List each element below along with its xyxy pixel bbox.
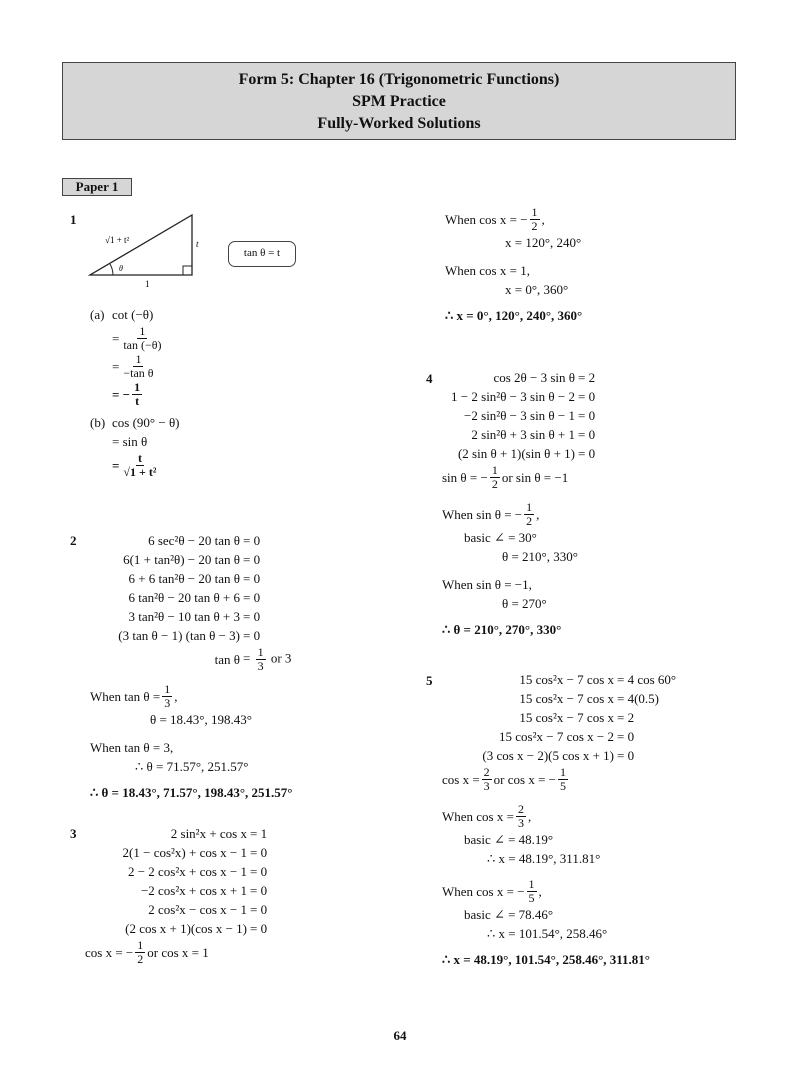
solution-line (90, 381, 180, 408)
q5-solution (442, 670, 676, 970)
math-text: = sin θ (112, 434, 148, 449)
math-text: = 0 (250, 864, 268, 879)
math-text: (3 tan θ − 1) (tan θ − 3) (118, 628, 240, 643)
math-text: 6(1 + tan²θ) − 20 tan θ (123, 552, 240, 567)
equation-lhs (90, 533, 240, 549)
fraction (530, 206, 540, 233)
title-line-3: Fully-Worked Solutions (317, 115, 481, 132)
solution-line (442, 690, 676, 708)
solution-line (442, 464, 595, 491)
solution-line (445, 234, 582, 252)
given-box: tan θ = t (228, 241, 296, 267)
angle-label: θ (119, 264, 123, 273)
math-text: = 0 (578, 446, 596, 461)
numerator: 1 (491, 463, 498, 477)
equation-rhs (575, 370, 595, 386)
math-text: basic ∠ = 78.46° (464, 907, 554, 922)
solution-line (442, 576, 595, 594)
math-text: x = 120°, 240° (505, 235, 582, 250)
equation-lhs (90, 571, 240, 587)
math-text: = 0 (578, 408, 596, 423)
equation-lhs (442, 446, 575, 462)
numerator: 1 (134, 380, 141, 394)
question-number-1: 1 (70, 212, 77, 227)
fraction (558, 766, 568, 793)
math-text: = 0 (250, 883, 268, 898)
math-text: 6 sec²θ − 20 tan θ (148, 533, 240, 548)
solution-line (90, 711, 293, 729)
denominator: 3 (483, 779, 490, 793)
math-text: tan θ (214, 651, 240, 667)
part-label: (b) (90, 415, 106, 430)
math-text: = (243, 650, 254, 666)
math-text: = 0 (617, 748, 635, 763)
math-text: (2 sin θ + 1)(sin θ + 1) (457, 446, 575, 461)
equation-rhs (575, 446, 595, 462)
equation-rhs (247, 864, 267, 880)
math-text: = 0 (243, 571, 261, 586)
numerator: 1 (526, 500, 533, 514)
solution-line (90, 306, 180, 324)
equation-lhs (85, 864, 247, 880)
equation-rhs (614, 691, 659, 707)
equation-lhs (85, 845, 247, 861)
math-text: ∴ θ = 210°, 270°, 330° (442, 622, 562, 637)
equation-rhs (240, 646, 291, 673)
fraction (524, 501, 534, 528)
math-text: = 0 (250, 921, 268, 936)
math-text: (2 cos x + 1)(cos x − 1) (125, 921, 247, 936)
fraction (121, 353, 155, 380)
solution-line (90, 608, 293, 626)
solution-line (442, 766, 676, 793)
denominator: 3 (257, 659, 264, 673)
hypotenuse-label: √1 + t² (105, 235, 130, 245)
equation-lhs (90, 652, 240, 668)
solution-line (442, 595, 595, 613)
math-text: = 0 (578, 427, 596, 442)
denominator: −tan θ (123, 366, 154, 380)
math-text: 15 cos²x − 7 cos x (519, 691, 614, 706)
solution-line (85, 825, 267, 843)
numerator: t (137, 451, 142, 465)
equation-lhs (90, 609, 240, 625)
equation-lhs (442, 370, 575, 386)
equation-lhs (442, 408, 575, 424)
equation-rhs (575, 408, 595, 424)
right-triangle-diagram (85, 205, 215, 290)
math-text: = 1 (250, 826, 268, 841)
solution-line (442, 925, 676, 943)
math-text: 15 cos²x − 7 cos x − 2 (499, 729, 614, 744)
math-text: x = 0°, 360° (505, 282, 569, 297)
title-line-2: SPM Practice (352, 93, 446, 110)
equation-rhs (614, 748, 634, 764)
solution-line (442, 548, 595, 566)
denominator: 2 (491, 477, 498, 491)
equation-rhs (240, 533, 260, 549)
equation-lhs (85, 921, 247, 937)
math-text: ∴ x = 48.19°, 311.81° (487, 851, 601, 866)
math-text: cos (90° − θ) (112, 415, 180, 430)
solution-line (442, 445, 595, 463)
solution-line (85, 901, 267, 919)
math-text: When tan θ = 3, (90, 740, 174, 755)
solution-line (445, 281, 582, 299)
q3-solution-part2 (445, 206, 582, 326)
math-text: 2(1 − cos²x) + cos x − 1 (122, 845, 247, 860)
math-text: θ = 18.43°, 198.43° (150, 712, 252, 727)
solution-line (442, 951, 676, 969)
fraction (132, 381, 142, 408)
math-text: = (112, 330, 120, 346)
page-number: 64 (393, 1028, 407, 1043)
math-text: = 0 (243, 609, 261, 624)
solution-line (442, 621, 595, 639)
math-text: = − (112, 386, 131, 402)
solution-line (90, 452, 180, 479)
math-text: cos x = (442, 771, 480, 787)
denominator: t (135, 394, 140, 408)
equation-rhs (614, 672, 676, 688)
equation-lhs (442, 729, 614, 745)
math-text: = (112, 457, 120, 473)
denominator: 5 (528, 891, 535, 905)
equation-lhs (90, 552, 240, 568)
math-text: −2 sin²θ − 3 sin θ − 1 (464, 408, 575, 423)
q3-solution-part1 (85, 824, 267, 967)
equation-rhs (247, 826, 267, 842)
fraction (490, 464, 500, 491)
math-text: ∴ θ = 18.43°, 71.57°, 198.43°, 251.57° (90, 785, 293, 800)
equation-lhs (442, 427, 575, 443)
numerator: 1 (139, 324, 146, 338)
math-text: or sin θ = −1 (501, 469, 569, 485)
math-text: = 0 (243, 552, 261, 567)
solution-line (90, 589, 293, 607)
math-text: When sin θ = −1, (442, 577, 532, 592)
math-text: When cos x = 1, (445, 263, 530, 278)
math-text: cos 2θ − 3 sin θ (493, 370, 575, 385)
numerator: 1 (257, 645, 264, 659)
solution-line (90, 551, 293, 569)
solution-line (90, 570, 293, 588)
fraction (135, 939, 145, 966)
math-text: = 0 (578, 389, 596, 404)
math-text: −2 cos²x + cos x + 1 (140, 883, 247, 898)
solution-line (442, 407, 595, 425)
math-text: = 0 (243, 628, 261, 643)
question-number-2: 2 (70, 533, 77, 548)
math-text: When tan θ = (90, 688, 161, 704)
solution-line (90, 739, 293, 757)
math-text: 2 sin²x + cos x (170, 826, 247, 841)
solution-line (90, 646, 293, 673)
numerator: 1 (560, 765, 566, 779)
q1-solution (90, 300, 180, 480)
denominator: 2 (137, 952, 144, 966)
solution-line (442, 501, 595, 528)
solution-line (90, 353, 180, 380)
solution-line (442, 747, 676, 765)
equation-rhs (247, 845, 267, 861)
solution-line (90, 683, 293, 710)
numerator: 1 (528, 877, 535, 891)
math-text: 15 cos²x − 7 cos x (519, 710, 614, 725)
numerator: 2 (517, 802, 524, 816)
equation-lhs (442, 748, 614, 764)
solution-line (90, 433, 180, 451)
solution-line (442, 709, 676, 727)
math-text: = 2 (578, 370, 596, 385)
math-text: ∴ x = 101.54°, 258.46° (487, 926, 608, 941)
equation-rhs (575, 389, 595, 405)
math-text: 6 + 6 tan²θ − 20 tan θ (128, 571, 240, 586)
math-text: , (541, 211, 545, 227)
denominator: 5 (560, 779, 566, 793)
part-label: (a) (90, 307, 105, 322)
math-text: 2 cos²x − cos x − 1 (148, 902, 247, 917)
math-text: When cos x = − (442, 883, 525, 899)
math-text: 6 tan²θ − 20 tan θ + 6 (128, 590, 240, 605)
math-text: = 0 (243, 590, 261, 605)
math-text: , (538, 883, 542, 899)
title-line-1: Form 5: Chapter 16 (Trigonometric Functions) (238, 71, 560, 88)
equation-rhs (240, 571, 260, 587)
solution-line (442, 369, 595, 387)
solution-line (90, 627, 293, 645)
math-text: When sin θ = − (442, 506, 523, 522)
question-number-4: 4 (426, 371, 433, 386)
equation-rhs (614, 729, 634, 745)
fraction (527, 878, 537, 905)
denominator: tan (−θ) (123, 338, 162, 352)
solution-line (85, 844, 267, 862)
solution-line (445, 206, 582, 233)
opposite-label: t (196, 239, 199, 249)
math-text: 1 − 2 sin²θ − 3 sin θ − 2 (451, 389, 575, 404)
solution-line (442, 529, 595, 547)
math-text: basic ∠ = 30° (464, 530, 537, 545)
equation-rhs (247, 883, 267, 899)
denominator: 2 (526, 514, 533, 528)
math-text: or 3 (267, 650, 292, 666)
equation-lhs (90, 590, 240, 606)
math-text: When cos x = (442, 808, 514, 824)
math-text: ∴ θ = 71.57°, 251.57° (135, 759, 249, 774)
fraction (121, 452, 158, 479)
q2-solution (90, 531, 293, 803)
solution-line (442, 850, 676, 868)
solution-line (442, 831, 676, 849)
math-text: θ = 270° (502, 596, 547, 611)
solution-line (90, 532, 293, 550)
math-text: or cos x = − (493, 771, 556, 787)
solution-line (442, 388, 595, 406)
math-text: ∴ x = 48.19°, 101.54°, 258.46°, 311.81° (442, 952, 651, 967)
math-text: ∴ x = 0°, 120°, 240°, 360° (445, 308, 583, 323)
equation-rhs (240, 609, 260, 625)
math-text: basic ∠ = 48.19° (464, 832, 554, 847)
math-text: sin θ = − (442, 469, 488, 485)
equation-rhs (247, 902, 267, 918)
math-text: = 0 (617, 729, 635, 744)
solution-line (442, 878, 676, 905)
solution-line (85, 882, 267, 900)
math-text: 2 sin²θ + 3 sin θ + 1 (471, 427, 575, 442)
numerator: 1 (135, 352, 142, 366)
solution-line (85, 863, 267, 881)
math-text: θ = 210°, 330° (502, 549, 578, 564)
math-text: = 2 (617, 710, 635, 725)
math-text: cos x = − (85, 944, 134, 960)
numerator: 1 (164, 682, 171, 696)
question-number-3: 3 (70, 826, 77, 841)
title-box (62, 62, 736, 140)
denominator: 2 (531, 219, 538, 233)
equation-lhs (442, 710, 614, 726)
paper-label: Paper 1 (62, 178, 132, 196)
solution-line (90, 758, 293, 776)
math-text: , (527, 808, 532, 824)
math-text: = 0 (250, 902, 268, 917)
equation-lhs (442, 389, 575, 405)
solution-line (90, 784, 293, 802)
math-text: cot (−θ) (112, 307, 154, 322)
math-text: , (536, 506, 540, 522)
fraction (516, 803, 526, 830)
equation-rhs (247, 921, 267, 937)
solution-line (442, 906, 676, 924)
solution-line (442, 671, 676, 689)
equation-lhs (85, 883, 247, 899)
math-text: (3 cos x − 2)(5 cos x + 1) (482, 748, 614, 763)
solution-line (85, 920, 267, 938)
fraction (256, 646, 266, 673)
math-text: or cos x = 1 (147, 944, 209, 960)
solution-line (85, 939, 267, 966)
question-number-5: 5 (426, 673, 433, 688)
math-text: 2 − 2 cos²x + cos x − 1 (127, 864, 247, 879)
solution-line (445, 307, 582, 325)
solution-line (445, 262, 582, 280)
numerator: 1 (531, 205, 538, 219)
math-text: 15 cos²x − 7 cos x (519, 672, 614, 687)
math-text: = 4 cos 60° (617, 672, 677, 687)
adjacent-label: 1 (145, 279, 150, 289)
fraction (482, 766, 492, 793)
equation-rhs (240, 590, 260, 606)
denominator: 3 (164, 696, 171, 710)
equation-rhs (614, 710, 634, 726)
solution-line (442, 728, 676, 746)
solution-line (442, 426, 595, 444)
math-text: = 0 (243, 533, 261, 548)
equation-rhs (240, 628, 260, 644)
equation-lhs (442, 691, 614, 707)
solution-line (90, 325, 180, 352)
solution-line (90, 414, 180, 432)
fraction (121, 325, 163, 352)
equation-lhs (85, 826, 247, 842)
denominator: √1 + t² (123, 465, 157, 479)
equation-rhs (240, 552, 260, 568)
equation-lhs (90, 628, 240, 644)
numerator: 1 (137, 938, 144, 952)
math-text: = 4(0.5) (617, 691, 659, 706)
math-text: 3 tan²θ − 10 tan θ + 3 (128, 609, 240, 624)
equation-lhs (442, 672, 614, 688)
math-text: = 0 (250, 845, 268, 860)
q4-solution (442, 368, 595, 640)
equation-lhs (85, 902, 247, 918)
math-text: = (112, 358, 120, 374)
math-text: When cos x = − (445, 211, 528, 227)
solution-line (442, 803, 676, 830)
fraction (162, 683, 172, 710)
math-text: , (174, 688, 178, 704)
denominator: 3 (517, 816, 524, 830)
equation-rhs (575, 427, 595, 443)
numerator: 2 (483, 765, 490, 779)
